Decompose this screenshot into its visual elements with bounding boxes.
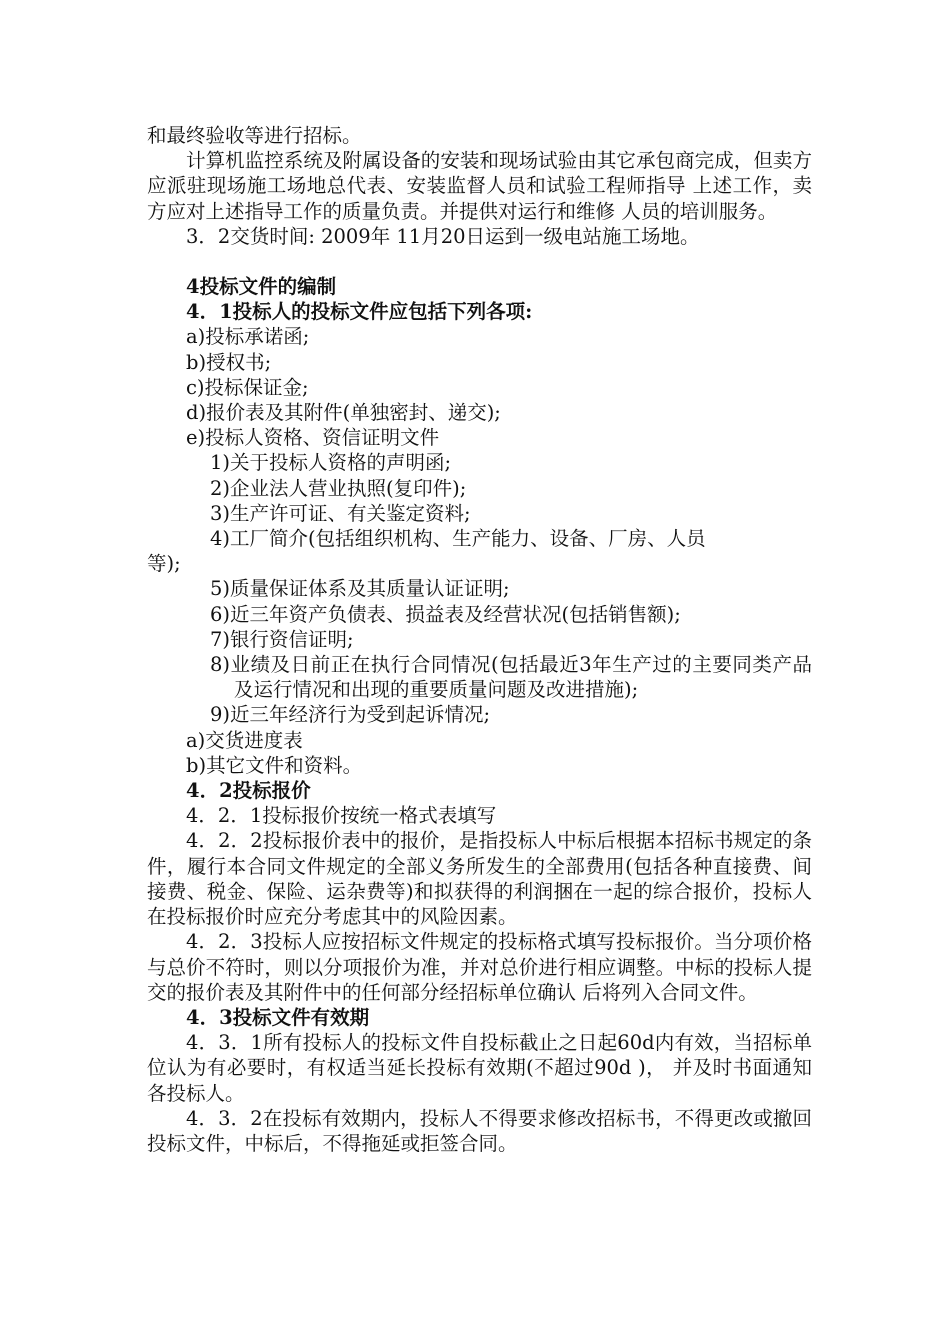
list-item: c)投标保证金; [186, 375, 309, 399]
sub-list-item: 4)工厂简介(包括组织机构、生产能力、设备、厂房、人员 [210, 527, 706, 551]
sub-list-item: 5)质量保证体系及其质量认证证明; [210, 577, 510, 601]
sub-list-item: 2)企业法人营业执照(复印件); [210, 476, 467, 500]
delivery-time-paragraph: 3．2交货时间: 2009年 11月20日运到一级电站施工场地。 [186, 224, 700, 248]
section-heading: 4投标文件的编制 [186, 275, 337, 299]
list-item: d)报价表及其附件(单独密封、递交); [186, 401, 501, 425]
paragraph: 计算机监控系统及附属设备的安装和现场试验由其它承包商完成，但卖方应派驻现场施工场地总代表、安装监督人员和试验工程师指导 上述工作，卖方应对上述指导工作的质量负责。并提供对运行和维修 人员的培训服务。 [147, 149, 812, 223]
subsection-heading: 4．2投标报价 [186, 779, 311, 803]
list-item: e)投标人资格、资信证明文件 [186, 426, 440, 450]
sub-list-item: 8)业绩及日前正在执行合同情况(包括最近3年生产过的主要同类产品及运行情况和出现的重要质量问题及改进措施); [210, 653, 812, 702]
paragraph: 4．3．2在投标有效期内，投标人不得要求修改招标书，不得更改或撤回投标文件，中标后，不得拖延或拒签合同。 [147, 1106, 812, 1155]
sub-list-item: 7)银行资信证明; [210, 627, 354, 651]
paragraph: 4．2．1投标报价按统一格式表填写 [186, 804, 497, 828]
subsection-heading: 4．3投标文件有效期 [186, 1005, 370, 1029]
paragraph: 4．2．2投标报价表中的报价，是指投标人中标后根据本招标书规定的条件，履行本合同文件规定的全部义务所发生的全部费用(包括各种直接费、间接费、税金、保险、运杂费等)和拟获得的利润捆在一起的综合报价，投标人在投标报价时应充分考虑其中的风险因素。 [147, 829, 812, 929]
sub-list-item: 6)近三年资产负债表、损益表及经营状况(包括销售额); [210, 602, 681, 626]
subsection-heading: 4．1投标人的投标文件应包括下列各项: [186, 300, 533, 324]
list-item: b)其它文件和资料。 [186, 753, 363, 777]
paragraph: 4．2．3投标人应按招标文件规定的投标格式填写投标报价。当分项价格与总价不符时，则以分项报价为准，并对总价进行相应调整。中标的投标人提交的报价表及其附件中的任何部分经招标单位确认 后将列入合同文件。 [147, 930, 812, 1004]
document-page [147, 123, 812, 1156]
sub-list-item-continuation: 等); [147, 552, 181, 576]
list-item: b)授权书; [186, 350, 272, 374]
paragraph: 和最终验收等进行招标。 [147, 124, 362, 147]
list-item: a)交货进度表 [186, 728, 303, 752]
sub-list-item: 3)生产许可证、有关鉴定资料; [210, 501, 471, 525]
paragraph: 4．3．1所有投标人的投标文件自投标截止之日起60d内有效，当招标单位认为有必要时，有权适当延长投标有效期(不超过90d )， 并及时书面通知各投标人。 [147, 1031, 812, 1105]
sub-list-item: 1)关于投标人资格的声明函; [210, 451, 452, 475]
sub-list-item: 9)近三年经济行为受到起诉情况; [210, 703, 491, 727]
list-item: a)投标承诺函; [186, 325, 310, 349]
